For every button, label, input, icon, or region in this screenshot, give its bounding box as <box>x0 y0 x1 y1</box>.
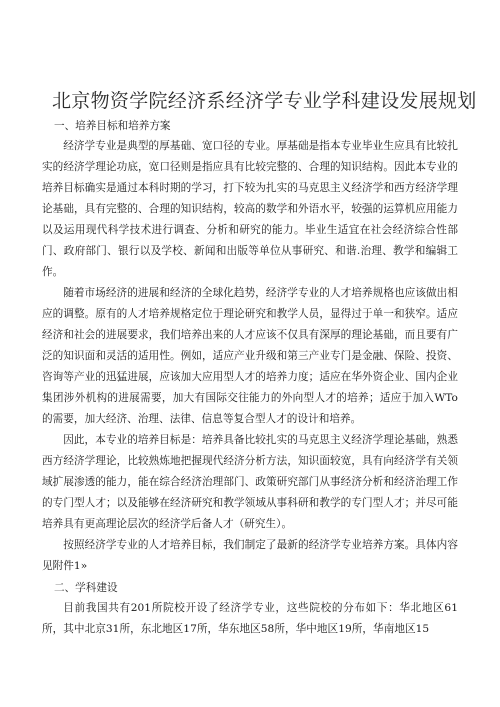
paragraph-4: 按照经济学专业的人才培养目标，我们制定了最新的经济学专业培养方案。具体内容见附件1» <box>42 539 458 573</box>
paragraph-5: 目前我国共有201所院校开设了经济学专业，这些院校的分布如下：华北地区61所，其中北京31所，东北地区17所，华东地区58所，华中地区19所，华南地区15 <box>42 601 458 635</box>
paragraph-2: 随着市场经济的进展和经济的全球化趋势，经济学专业的人才培养规格也应该做出相应的调整。原有的人才培养规格定位于理论研究和教学人员，显得过于单一和狭窄。适应经济和社会的进展要求，我们培养出来的人才应该不仅具有深厚的理论基础，而且要有广泛的知识面和灵活的适用性。例如，适应产业升级和第三产业专门是金融、保险、投资、咨询等产业的迅猛进展，应该加大应用型人才的培养力度；适应在华外资企业、国内企业集团涉外机构的进展需要，加大有国际交往能力的外向型人才的培养；适应于加入WTo的需要，加大经济、治理、法律、信息等复合型人才的设计和培养。 <box>42 287 458 425</box>
paragraph-3: 因此，本专业的培养目标是：培养具备比较扎实的马克思主义经济学理论基础，熟悉西方经济学理论，比较熟炼地把握现代经济分析方法，知识面较宽，具有向经济学有关领域扩展渗透的能力，能在综合经济治理部门、政策研究部门从事经济分析和经济治理工作的专门型人才；以及能够在经济研究和教学领域从事科研和教学的专门型人才；并尽可能培养具有更高理论层次的经济学后备人才（研究生）。 <box>42 434 458 530</box>
document-title: 北京物资学院经济系经济学专业学科建设发展规划 <box>52 90 477 112</box>
section-heading-1: 一、培养目标和培养方案 <box>54 120 171 132</box>
section-heading-2: 二、学科建设 <box>54 581 118 594</box>
paragraph-1: 经济学专业是典型的厚基础、宽口径的专业。厚基础是指本专业毕业生应具有比较扎实的经济学理论功底，宽口径则是指应具有比较完整的、合理的知识结构。因此本专业的培养目标确实是通过本科时期的学习，打下较为扎实的马克思主义经济学和西方经济学理论基础，具有完整的、合理的知识结构，较高的数学和外语水平，较强的运算机应用能力以及运用现代科学技术进行调查、分析和研究的能力。毕业生适宜在社会经济综合性部门、政府部门、银行以及学校、新闻和出版等单位从事研究、和谐.治理、教学和编辑工作。 <box>42 140 458 278</box>
